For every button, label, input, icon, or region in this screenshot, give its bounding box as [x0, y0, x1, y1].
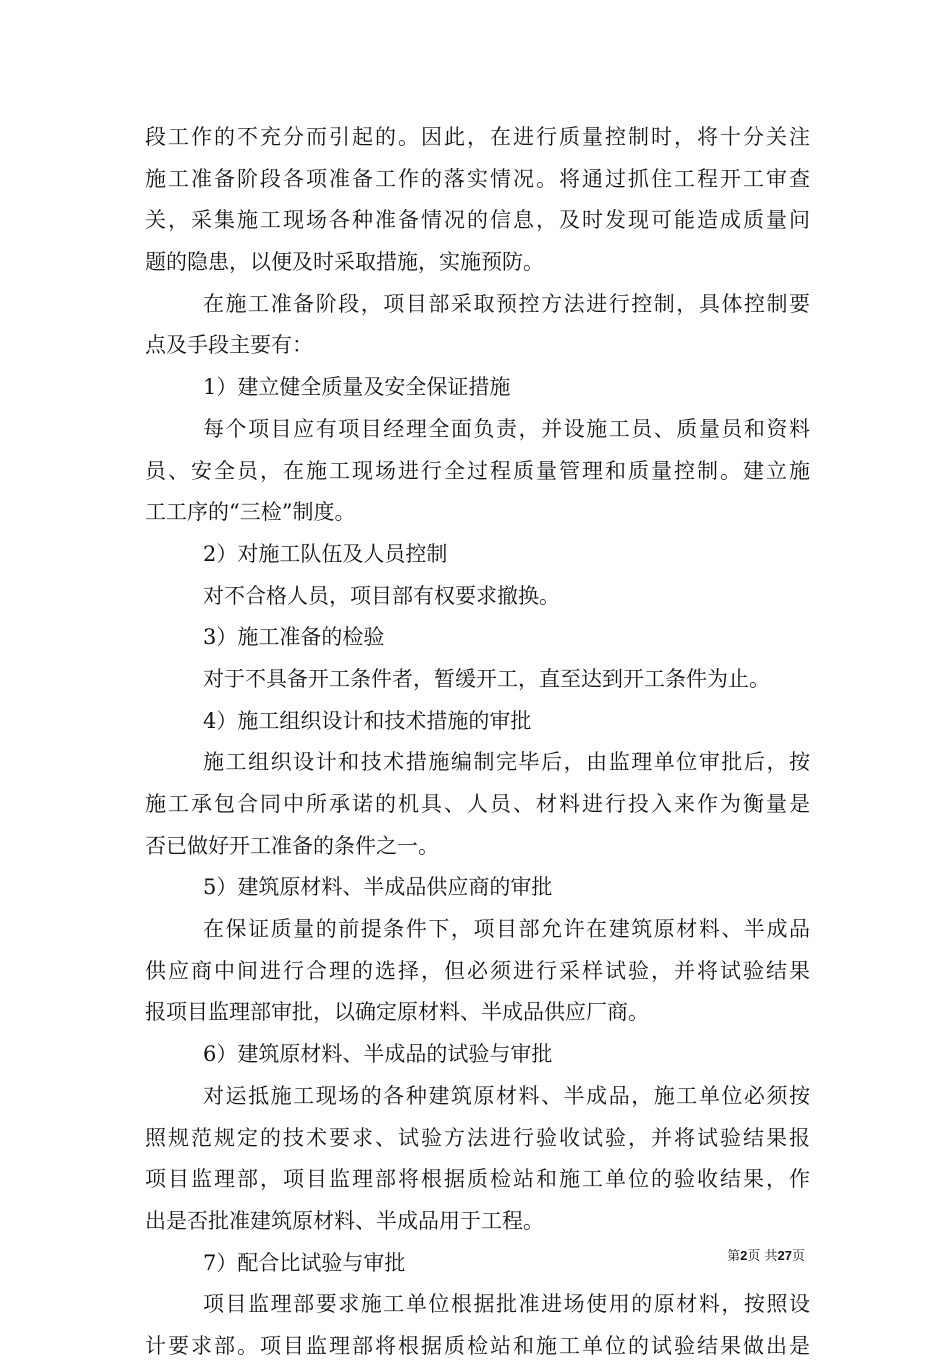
text-line: 工工序的“三检”制度。: [145, 500, 356, 525]
paragraph-first-line: 在保证质量的前提条件下，项目部允许在建筑原材料、半成品: [203, 917, 810, 942]
text-line: 员、安全员，在施工现场进行全过程质量管理和质量控制。建立施: [145, 458, 810, 483]
section-heading: 6）建筑原材料、半成品的试验与审批: [203, 1042, 553, 1067]
current-page-number: 2: [740, 1248, 748, 1263]
footer-middle: 页 共: [747, 1249, 778, 1264]
text-line: 施工承包合同中所承诺的机具、人员、材料进行投入来作为衡量是: [145, 792, 810, 816]
text-line: 点及手段主要有：: [145, 333, 313, 358]
page-footer: [727, 1247, 805, 1266]
text-line: 出是否批准建筑原材料、半成品用于工程。: [145, 1208, 544, 1233]
footer-prefix: 第: [727, 1249, 741, 1264]
section-heading: 4）施工组织设计和技术措施的审批: [203, 708, 532, 733]
text-line: 供应商中间进行合理的选择，但必须进行采样试验，并将试验结果: [145, 958, 810, 983]
text-line: 施工准备阶段各项准备工作的落实情况。将通过抓住工程开工审查: [145, 166, 810, 191]
section-heading: 7）配合比试验与审批: [203, 1250, 406, 1275]
text-line: 项目监理部，项目监理部将根据质检站和施工单位的验收结果，作: [145, 1167, 810, 1192]
paragraph-first-line: 对运抵施工现场的各种建筑原材料、半成品，施工单位必须按: [203, 1083, 810, 1108]
paragraph-first-line: 每个项目应有项目经理全面负责，并设施工员、质量员和资料: [203, 416, 810, 441]
paragraph-first-line: 对于不具备开工条件者，暂缓开工，直至达到开工条件为止。: [203, 666, 770, 691]
paragraph-first-line: 施工组织设计和技术措施编制完毕后，由监理单位审批后，按: [203, 750, 810, 775]
section-heading: 2）对施工队伍及人员控制: [203, 541, 448, 566]
total-pages-number: 27: [777, 1248, 792, 1263]
section-heading: 5）建筑原材料、半成品供应商的审批: [203, 875, 553, 900]
text-line: 关，采集施工现场各种准备情况的信息，及时发现可能造成质量问: [145, 208, 810, 233]
text-line: 计要求部。项目监理部将根据质检站和施工单位的试验结果做出是: [145, 1333, 810, 1358]
footer-suffix: 页: [791, 1249, 805, 1264]
text-line: 否已做好开工准备的条件之一。: [145, 833, 439, 858]
section-heading: 1）建立健全质量及安全保证措施: [203, 375, 511, 400]
text-line: 段工作的不充分而引起的。因此，在进行质量控制时，将十分关注: [145, 125, 810, 149]
text-line: 题的隐患，以便及时采取措施，实施预防。: [145, 250, 544, 275]
paragraph-first-line: 项目监理部要求施工单位根据批准进场使用的原材料，按照设: [203, 1292, 810, 1317]
paragraph-first-line: 在施工准备阶段，项目部采取预控方法进行控制，具体控制要: [203, 291, 810, 316]
body-text: [145, 117, 810, 1368]
section-heading: 3）施工准备的检验: [203, 625, 385, 650]
paragraph-first-line: 对不合格人员，项目部有权要求撤换。: [203, 583, 560, 608]
text-line: 照规范规定的技术要求、试验方法进行验收试验，并将试验结果报: [145, 1125, 810, 1150]
text-line: 报项目监理部审批，以确定原材料、半成品供应厂商。: [145, 1000, 649, 1025]
